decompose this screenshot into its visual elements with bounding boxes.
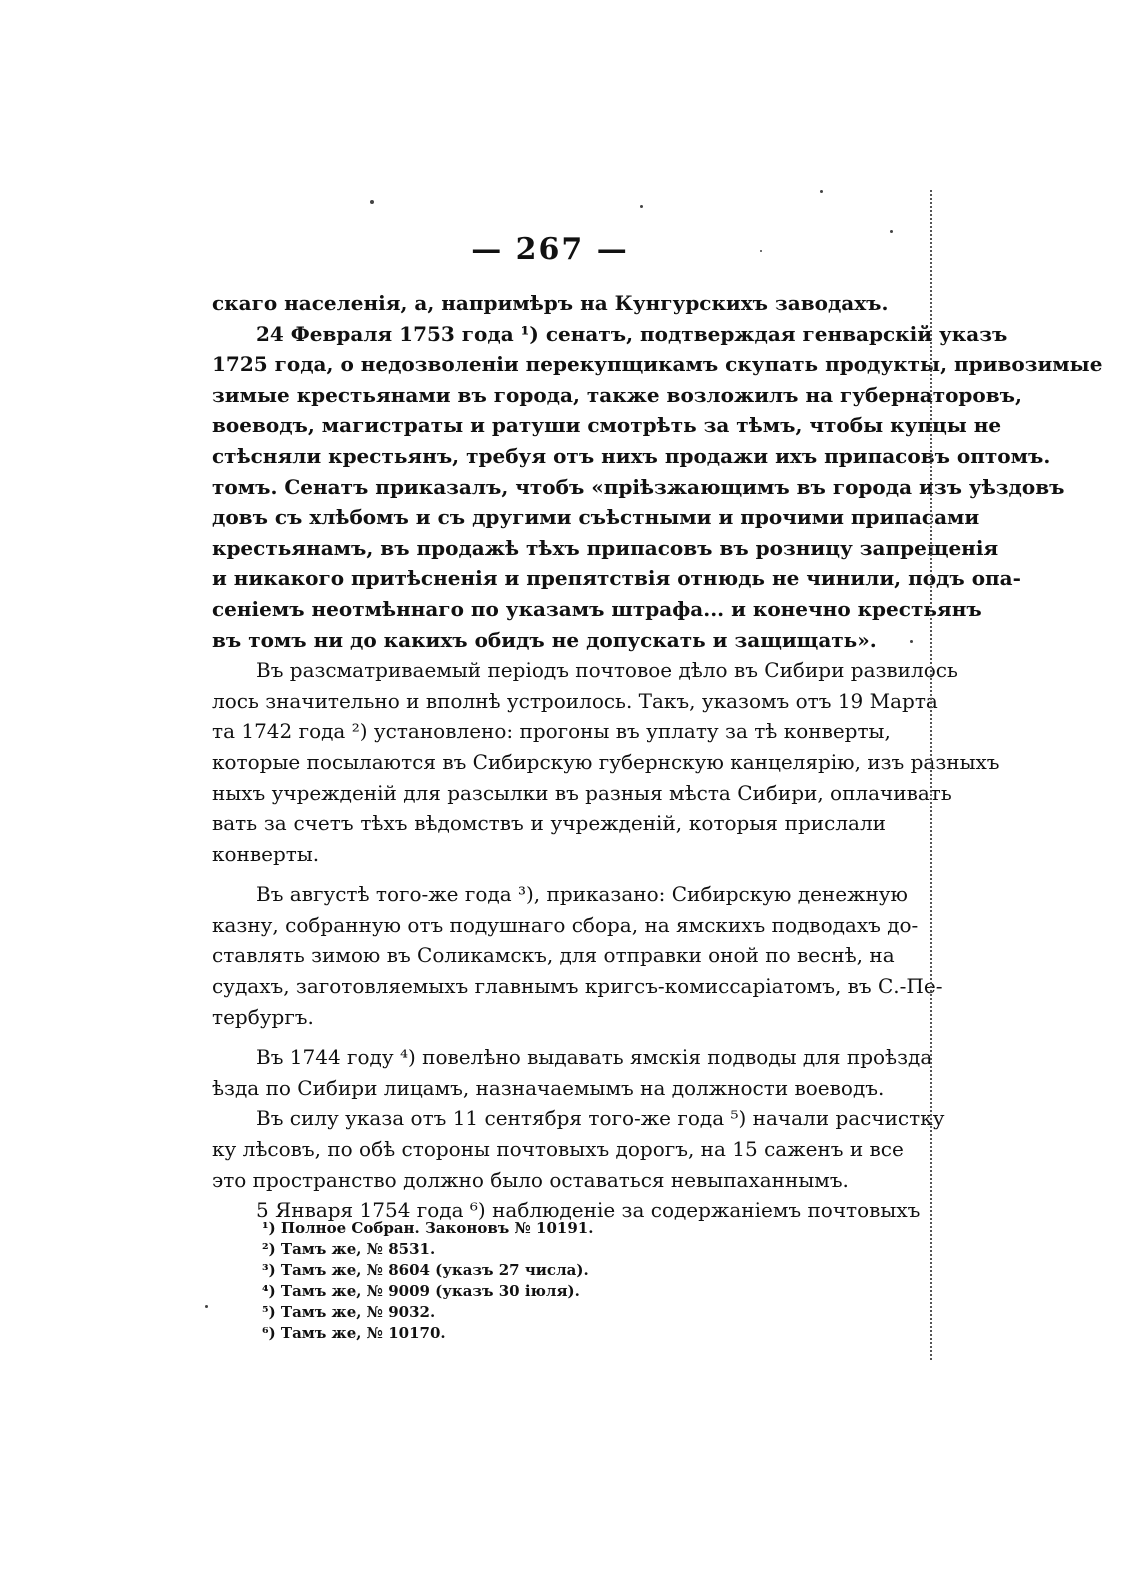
footnote	[262, 1302, 862, 1323]
page-number: — 267 —	[471, 232, 629, 267]
scan-speck	[640, 205, 643, 208]
footnotes	[262, 1218, 862, 1344]
text-line: конверты.	[212, 841, 320, 866]
footnote-mark: ¹)	[262, 1219, 276, 1237]
text-line: это пространство должно было оставаться невыпаханнымъ.	[212, 1167, 849, 1192]
text-line: Въ 1744 году ⁴) повелѣно выдавать ямскія подводы для проѣзда	[256, 1045, 933, 1070]
footnote-text: Тамъ же, № 10170.	[280, 1324, 446, 1342]
text-line: и никакого притѣсненія и препятствія отнюдь не чинили, подъ опа-	[212, 566, 1021, 591]
scan-speck	[205, 1305, 208, 1308]
footnote-text: Полное Собран. Законовъ № 10191.	[280, 1219, 594, 1237]
text-line: ныхъ учрежденій для разсылки въ разныя мѣста Сибири, оплачивать	[212, 780, 952, 805]
text-line: Въ силу указа отъ 11 сентября того-же года ⁵) начали расчистку	[256, 1106, 945, 1131]
text-line: крестьянамъ, въ продажѣ тѣхъ припасовъ въ розницу запрещенія	[212, 535, 999, 560]
text-line: 24 Февраля 1753 года ¹) сенатъ, подтверждая генварскій указъ	[256, 321, 1008, 346]
text-line: воеводъ, магистраты и ратуши смотрѣть за тѣмъ, чтобы купцы не	[212, 413, 1002, 438]
body-text	[212, 288, 1103, 1226]
text-line: казну, собранную отъ подушнаго сбора, на ямскихъ подводахъ до-	[212, 912, 919, 937]
text-line: сеніемъ неотмѣннаго по указамъ штрафа... и конечно крестьянъ	[212, 596, 982, 621]
text-line: Въ разсматриваемый періодъ почтовое дѣло въ Сибири развилось	[256, 658, 958, 683]
paragraph-gap	[212, 869, 886, 879]
footnote-mark: ⁵)	[262, 1303, 276, 1321]
text-line: ку лѣсовъ, по обѣ стороны почтовыхъ дорогъ, на 15 саженъ и все	[212, 1137, 904, 1162]
footnote-mark: ³)	[262, 1261, 276, 1279]
text-line: томъ. Сенатъ приказалъ, чтобъ «пріѣзжающимъ въ города изъ уѣздовъ	[212, 474, 1065, 499]
scan-speck	[370, 200, 374, 204]
scan-speck	[890, 230, 893, 233]
footnote-text: Тамъ же, № 9009 (указъ 30 іюля).	[280, 1282, 580, 1300]
text-line: которые посылаются въ Сибирскую губернскую канцелярію, изъ разныхъ	[212, 749, 1000, 774]
footnote-mark: ²)	[262, 1240, 276, 1258]
scan-speck	[820, 190, 823, 193]
footnote	[262, 1323, 862, 1344]
scan-speck	[760, 250, 762, 252]
footnote-text: Тамъ же, № 8604 (указъ 27 числа).	[280, 1261, 589, 1279]
page-edge-bleed	[930, 190, 934, 1360]
footnote	[262, 1239, 862, 1260]
text-line: въ томъ ни до какихъ обидъ не допускать и защищать».	[212, 627, 877, 652]
text-line: судахъ, заготовляемыхъ главнымъ кригсъ-комиссаріатомъ, въ С.-Пе-	[212, 974, 943, 999]
text-line: лось значительно и вполнѣ устроилось. Такъ, указомъ отъ 19 Марта	[212, 688, 938, 713]
text-line: стѣсняли крестьянъ, требуя отъ нихъ продажи ихъ припасовъ оптомъ.	[212, 443, 1051, 468]
footnote	[262, 1281, 862, 1302]
text-line: тербургъ.	[212, 1004, 314, 1029]
text-line: ставлять зимою въ Соликамскъ, для отправки оной по веснѣ, на	[212, 943, 895, 968]
text-line: 1725 года, о недозволеніи перекупщикамъ скупать продукты, привозимые	[212, 352, 1103, 377]
text-line: 5 Января 1754 года ⁶) наблюденіе за содержаніемъ почтовыхъ	[256, 1198, 921, 1223]
text-line: довъ съ хлѣбомъ и съ другими съѣстными и прочими припасами	[212, 505, 980, 530]
footnote	[262, 1260, 862, 1281]
text-line: ѣзда по Сибири лицамъ, назначаемымъ на должности воеводъ.	[212, 1075, 885, 1100]
text-line: зимые крестьянами въ города, также возложилъ на губернаторовъ,	[212, 382, 1022, 407]
footnote-text: Тамъ же, № 9032.	[280, 1303, 436, 1321]
footnote	[262, 1218, 862, 1239]
footnote-text: Тамъ же, № 8531.	[280, 1240, 436, 1258]
text-line: та 1742 года ²) установлено: прогоны въ уплату за тѣ конверты,	[212, 719, 891, 744]
footnote-mark: ⁴)	[262, 1282, 276, 1300]
text-line: вать за счетъ тѣхъ вѣдомствъ и учрежденій, которыя прислали	[212, 811, 886, 836]
scan-speck	[910, 640, 913, 643]
paragraph-gap	[212, 1032, 886, 1042]
text-line: скаго населенія, а, напримѣръ на Кунгурскихъ заводахъ.	[212, 291, 889, 315]
text-line: Въ августѣ того-же года ³), приказано: Сибирскую денежную	[256, 882, 908, 907]
footnote-mark: ⁶)	[262, 1324, 276, 1342]
